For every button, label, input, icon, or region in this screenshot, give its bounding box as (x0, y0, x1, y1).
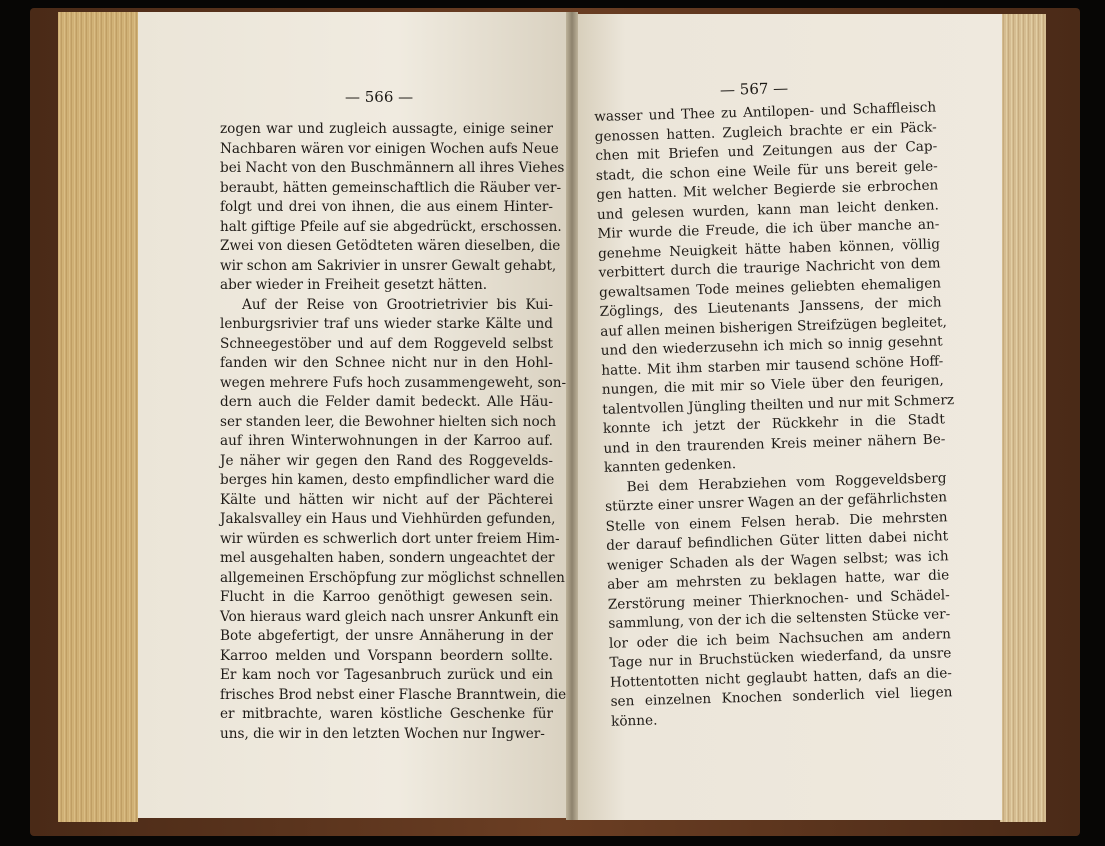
text-line: könne. (610, 711, 658, 730)
text-line: kannten gedenken. (603, 456, 737, 476)
text-line: auf allen meinen bisherigen Streifzügen begleitet, (600, 313, 948, 340)
text-line: wir schon am Sakrivier in unsrer Gewalt gehabt, (220, 257, 557, 274)
text-line: Bei dem Herabziehen vom Roggeveldsberg (626, 469, 947, 495)
text-line: allgemeinen Erschöpfung zur möglichst schnellen (220, 569, 565, 586)
text-line: aber wieder in Freiheit gesetzt hätten. (220, 277, 488, 293)
text-line: Zwei von diesen Getödteten wären dieselben, die (220, 238, 561, 254)
text-line: weniger Schaden als der Wagen selbst; was ich (606, 547, 949, 574)
text-line: stadt, die schon eine Weile für uns bereit gele- (595, 157, 938, 184)
text-line: Tage nur in Bruchstücken wiederfand, da unsre (609, 645, 952, 671)
text-line: sammlung, von der ich die seltensten Stücke ver- (608, 606, 951, 632)
text-line: Bote abgefertigt, der unsre Annäherung in der (220, 628, 553, 644)
right-page-edges (1000, 14, 1046, 822)
text-line: wasser und Thee zu Antilopen- und Schaffleisch (594, 99, 937, 125)
text-line: lor oder die ich beim Nachsuchen am andern (608, 625, 952, 652)
text-line: genehme Neuigkeit hätte haben können, völlig (597, 235, 941, 262)
text-line: Auf der Reise von Grootrietrivier bis Kui- (242, 296, 553, 313)
text-line: halt giftige Pfeile auf sie abgedrückt, erschossen. (220, 218, 562, 235)
text-line: bei Nacht von den Buschmännern all ihres Viehes (220, 160, 565, 176)
text-line: Hottentotten nicht geglaubt hatten, dafs an die- (609, 664, 953, 691)
text-line: Zöglings, des Lieutenants Janssens, der mich (599, 294, 942, 320)
text-line: Karroo melden und Vorspann beordern sollte. (220, 647, 553, 664)
text-line: er mitbrachte, waren köstliche Geschenke für (220, 706, 553, 722)
text-line: beraubt, hätten gemeinschaftlich die Räuber ver- (220, 179, 562, 196)
text-line: chen mit Briefen und Zeitungen aus der Cap- (595, 138, 938, 164)
text-line: konnte ich jetzt der Rückkehr in die Stadt (602, 411, 946, 437)
text-line: Von hieraus ward gleich nach unsrer Ankunft ein (220, 608, 559, 625)
text-line: aber am mehrsten zu beklagen hatte, war die (607, 567, 950, 593)
left-page-number: — 566 — (345, 88, 414, 106)
text-line: talentvollen Jüngling theilten und nur mit Schmerz (602, 391, 955, 418)
text-line: und den wiederzusehn ich mich so innig gesehnt (600, 333, 943, 359)
text-line: frisches Brod nebst einer Flasche Branntwein, die (220, 686, 567, 703)
text-line: Er kam noch vor Tagesanbruch zurück und ein (220, 667, 553, 683)
text-line: folgt und drei von ihnen, die aus einem Hinter- (220, 199, 553, 215)
text-line: Jakalsvalley ein Haus und Viehhürden gefunden, (220, 511, 556, 527)
text-line: und gelesen wurden, kann man leicht denken. (596, 196, 940, 223)
right-page-text (594, 98, 953, 731)
text-line: ser standen leer, die Bewohner hielten sich noch (220, 413, 557, 430)
text-line: genossen hatten. Zugleich brachte er ein Päck- (594, 118, 937, 145)
text-line: Kälte und hätten wir nicht auf der Pächterei (220, 491, 553, 508)
text-line: Schneegestöber und auf dem Roggeveld selbst (220, 335, 553, 352)
text-line: Flucht in die Karroo genöthigt gewesen sein. (220, 589, 553, 605)
text-line: gewaltsamen Tode meines geliebten ehemaligen (598, 274, 942, 301)
text-line: lenburgsrivier traf uns wieder starke Kälte und (220, 316, 553, 332)
text-line: auf ihren Winterwohnungen in der Karroo auf. (220, 433, 553, 449)
text-line: Je näher wir gegen den Rand des Roggevelds- (220, 452, 553, 469)
text-line: dern auch die Felder damit bedeckt. Alle Häu- (220, 394, 553, 410)
text-line: Mir wurde die Freude, die ich über manche an- (597, 216, 940, 242)
text-line: fanden wir den Schnee nicht nur in den Hohl- (220, 355, 553, 371)
text-line: wegen mehrere Fufs hoch zusammengeweht, son- (220, 374, 567, 391)
text-line: verbittert durch die traurige Nachricht von dem (598, 255, 941, 281)
text-line: berges hin kamen, desto empfindlicher ward die (220, 472, 555, 488)
book-gutter (566, 12, 578, 820)
text-line: zogen war und zugleich aussagte, einige seiner (220, 121, 553, 137)
text-line: mel ausgehalten haben, sondern ungeachtet der (220, 550, 555, 566)
text-line: der darauf befindlichen Güter litten dabei nicht (606, 528, 949, 554)
left-page-text (220, 120, 567, 744)
text-line: hatte. Mit ihm starben mir tausend schöne Hoff- (601, 352, 944, 379)
text-line: Zerstörung meiner Thierknochen- und Schädel- (607, 586, 950, 613)
text-line: nungen, die mit mir so Viele über den feurigen, (601, 372, 944, 398)
left-page-edges (58, 12, 138, 822)
text-line: Nachbaren wären vor einigen Wochen aufs Neue (220, 140, 559, 157)
text-line: sen einzelnen Knochen sonderlich viel liegen (610, 684, 953, 710)
text-line: und in den traurenden Kreis meiner nähern Be- (603, 430, 946, 457)
text-line: Stelle von einem Felsen herab. Die mehrsten (605, 508, 948, 535)
text-line: wir würden es schwerlich dort unter freiem Him- (220, 530, 560, 547)
right-page-number: — 567 — (719, 79, 789, 99)
text-line: gen hatten. Mit welcher Begierde sie erbrochen (596, 177, 939, 203)
text-line: stürzte einer unsrer Wagen an der gefährlichsten (604, 489, 948, 515)
text-line: uns, die wir in den letzten Wochen nur Ingwer- (220, 725, 545, 742)
